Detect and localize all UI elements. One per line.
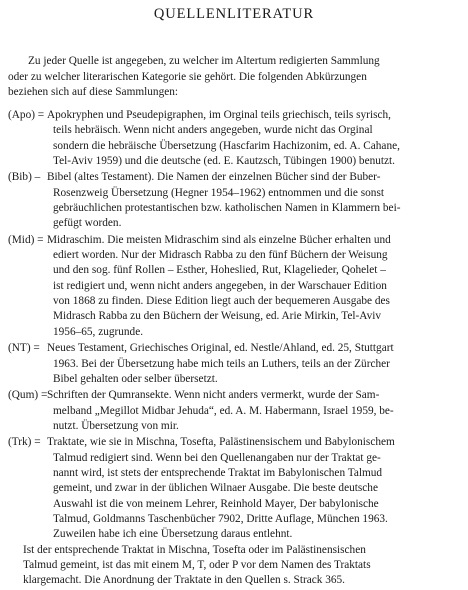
abbreviation-list	[8, 108, 464, 590]
description-line: melband „Megillot Midbar Jehuda“, ed. A. M. Habermann, Israel 1959, be-	[53, 404, 394, 417]
description-line: Traktate, wie sie in Mischna, Tosefta, Palästinensischem und Babylonischem	[47, 436, 395, 449]
abbreviation-label: (Apo) =	[8, 109, 45, 121]
description-line: 1956–65, zugrunde.	[53, 325, 144, 338]
abbreviation-description	[47, 233, 464, 340]
description-line: Schriften der Qumransekte. Wenn nicht anders vermerkt, wurde der Sam-	[47, 389, 380, 402]
description-line: sondern die hebräische Übersetzung (Hascfarim Hachizonim, ed. A. Cahane,	[53, 139, 400, 152]
description-line: Talmud redigiert sind. Wenn bei den Quellenangaben nur der Traktat ge-	[53, 451, 381, 464]
description-line: Apokryphen und Pseudepigraphen, im Orginal teils griechisch, teils syrisch,	[47, 109, 391, 121]
abbreviation-label: (Bib) –	[8, 171, 41, 184]
description-line: Talmud gemeint, ist das mit einem M, T, oder P vor dem Namen des Traktats	[23, 558, 371, 571]
description-line: ist redigiert und, wenn nicht anders angegeben, in der Warschauer Edition	[53, 279, 387, 292]
description-line: Auswahl ist die von meinem Lehrer, Reinhold Mayer, Der babylonische	[53, 497, 379, 510]
description-line: Midrasch Rabba zu den Büchern der Weisung, ed. Arie Mirkin, Tel-Aviv	[53, 310, 382, 323]
abbreviation-entry-qum	[8, 388, 464, 434]
description-line: gemeint, und zwar in der üblichen Wilnaer Ausgabe. Die beste deutsche	[53, 482, 378, 495]
description-line: Ist der entsprechende Traktat in Mischna, Tosefta oder im Palästinensischen	[23, 543, 366, 556]
abbreviation-description	[47, 170, 464, 231]
abbreviation-description	[47, 341, 464, 387]
abbreviation-description	[47, 108, 464, 169]
page-title: QUELLENLITERATUR	[153, 6, 315, 22]
description-line: 1963. Bei der Übersetzung habe mich teils an Luthers, teils an der Zürcher	[53, 357, 390, 370]
description-line: klargemacht. Die Anordnung der Traktate in den Quellen s. Strack 365.	[23, 574, 345, 587]
description-line: Tel-Aviv 1959) und die deutsche (ed. E. Kautzsch, Tübingen 1900) benutzt.	[53, 155, 396, 168]
intro-line: beziehen sich auf diese Sammlungen:	[8, 86, 179, 98]
description-line: von 1868 zu finden. Diese Edition liegt auch der bequemeren Ausgabe des	[53, 295, 390, 308]
description-line: Bibel gehalten oder selber übersetzt.	[53, 372, 218, 385]
abbreviation-label: (Trk) =	[8, 436, 41, 449]
abbreviation-entry-nt	[8, 341, 464, 387]
intro-line: oder zu welcher literarischen Kategorie sie gehört. Die folgenden Abkürzungen	[8, 70, 367, 83]
description-line: gebräuchlichen protestantischen bzw. katholischen Namen in Klammern bei-	[53, 202, 401, 215]
intro-paragraph	[8, 54, 460, 101]
description-line: teils hebräisch. Wenn nicht anders angegeben, wurde nicht das Orginal	[53, 124, 373, 137]
abbreviation-entry-trk	[8, 435, 464, 588]
abbreviation-entry-bib	[8, 170, 464, 231]
abbreviation-label: (Qum) =	[8, 389, 48, 402]
abbreviation-entry-mid	[8, 233, 464, 340]
description-line: nannt wird, ist stets der entsprechende Traktat im Babylonischen Talmud	[53, 466, 383, 479]
description-line: und den sog. fünf Rollen – Esther, Hoheslied, Rut, Klagelieder, Qohelet –	[53, 264, 386, 277]
description-line: Rosenzweig Übersetzung (Hegner 1954–1962) entnommen und die sonst	[53, 186, 384, 199]
description-line: Midraschim. Die meisten Midraschim sind als einzelne Bücher erhalten und	[47, 233, 391, 246]
description-line: nutzt. Übersetzung von mir.	[53, 419, 179, 432]
description-line: ediert worden. Nur der Midrasch Rabba zu den fünf Büchern der Weisung	[53, 249, 388, 262]
description-line: Talmud, Goldmanns Taschenbücher 7902, Dritte Auflage, München 1963.	[53, 512, 388, 525]
description-line: Zuweilen habe ich eine Übersetzung daraus entlehnt.	[53, 528, 293, 541]
abbreviation-description	[47, 388, 464, 434]
abbreviation-label: (Mid) =	[8, 233, 44, 246]
description-line: Neues Testament, Griechisches Original, ed. Nestle/Ahland, ed. 25, Stuttgart	[47, 342, 394, 355]
description-line: Bibel (altes Testament). Die Namen der einzelnen Bücher sind der Buber-	[47, 171, 381, 184]
abbreviation-entry-apo	[8, 108, 464, 169]
abbreviation-label: (NT) =	[8, 342, 40, 355]
intro-line: Zu jeder Quelle ist angegeben, zu welcher im Altertum redigierten Sammlung	[28, 55, 380, 67]
description-line: gefügt worden.	[53, 217, 122, 230]
